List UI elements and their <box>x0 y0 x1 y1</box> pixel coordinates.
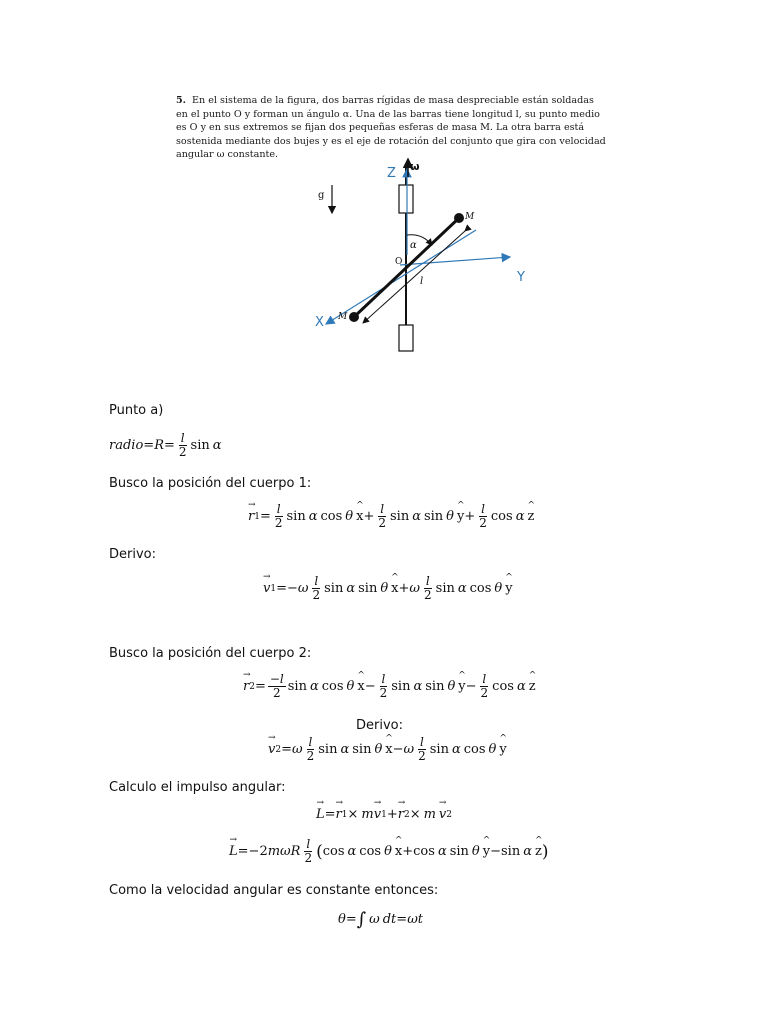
length-label: l <box>420 276 424 287</box>
derivo-2: Derivo: <box>356 718 403 733</box>
mass-bottom <box>349 312 359 322</box>
bottom-bushing <box>399 325 413 351</box>
derivo-1: Derivo: <box>109 547 156 562</box>
calculo-impulso: Calculo el impulso angular: <box>109 780 286 795</box>
busco-2: Busco la posición del cuerpo 2: <box>109 646 312 661</box>
punto-heading: Punto a) <box>109 403 164 418</box>
rotating-bars-figure <box>300 155 540 360</box>
equation-theta: θ = ∫ ω dt = ω t <box>338 909 424 930</box>
como-velocidad: Como la velocidad angular es constante entonces: <box>109 883 439 898</box>
equation-r2: → r 2 = $\frac{-l}{2}$ sin α cos θ ^ x − $\frac{l}{2}$ sin α sin θ ^ y − $\frac{l}{2}$ cos α ^ z <box>243 673 536 700</box>
omega-label: ω <box>410 160 420 173</box>
y-label: Y <box>517 270 525 285</box>
origin-label: O <box>395 257 403 267</box>
problem-text: En el sistema de la figura, dos barras rígidas de masa despreciable están soldadas en el punto O y forman un ángulo α. Una de las barras tiene longitud l, su punto medio es O y en sus extremos se fijan dos pequeñas esferas de masa M. La otra barra está sostenida mediante dos bujes y es el eje de rotación del conjunto que gira con velocidad angular ω constante. <box>176 95 606 161</box>
problem-statement <box>176 94 608 162</box>
equation-v1: → v 1 =− ω $\frac{l}{2}$ sin α sin θ ^ x + ω $\frac{l}{2}$ sin α cos θ ^ y <box>263 575 513 602</box>
busco-1: Busco la posición del cuerpo 1: <box>109 476 312 491</box>
equation-v2: → v 2 = ω $\frac{l}{2}$ sin α sin θ ^ x − ω $\frac{l}{2}$ sin α cos θ ^ y <box>268 736 507 763</box>
top-bushing <box>399 185 413 213</box>
alpha-label: α <box>410 240 417 251</box>
problem-number: 5. <box>176 95 187 106</box>
mass-top <box>454 213 464 223</box>
mass-bottom-label: M <box>338 312 348 322</box>
equation-L-def: → L = → r 1 × m → v 1 + → r 2 × m → v 2 <box>316 807 452 822</box>
g-label: g <box>318 190 325 201</box>
equation-r1: → r 1 = $\frac{l}{2}$ sin α cos θ ^ x + $\frac{l}{2}$ sin α sin θ ^ y + $\frac{l}{2}$ cos α ^ z <box>248 503 534 530</box>
z-label: Z <box>387 166 396 181</box>
x-label: X <box>315 315 324 330</box>
x-axis <box>326 230 476 324</box>
mass-top-label: M <box>465 212 475 222</box>
equation-L-result: → L = −2 m ω R $\frac{l}{2}$ ( cos α cos θ ^ x + cos α sin θ ^ y − sin α ^ z ) <box>229 838 549 865</box>
equation-radio: radio = R = $\frac{l}{2}$ sin α <box>109 431 222 459</box>
